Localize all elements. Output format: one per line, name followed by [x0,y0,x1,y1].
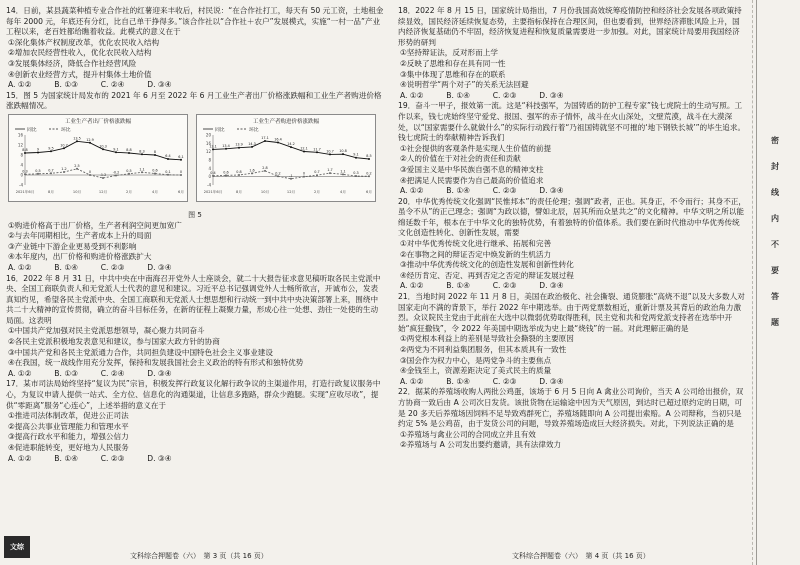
x-tick-label: 2021年6月 [203,189,223,194]
x-tick-label: 8月 [48,189,54,194]
x-tick-label: 4月 [152,189,158,194]
footer-right-page: 文科综合押题卷（六） 第 4 页（共 16 页） [512,552,650,560]
data-label: 6.4 [165,153,171,158]
chart-title: 工业生产者出厂价格涨跌幅 [64,118,132,125]
question-15-stem: 15．图 5 为国家统计局发布的 2021 年 6 月至 2022 年 6 月工业生产者出厂价格涨跌幅和工业生产者购进价格涨跌幅情况。 [6,90,382,111]
data-label: 2.8 [262,165,268,170]
data-label: 13.5 [73,136,81,141]
question-16-option: ③中国共产党和各民主党派通力合作，共同担负建设中国特色社会主义事业建设 [8,347,273,357]
binding-dashed-line [752,0,754,565]
y-tick-label: -4 [19,182,23,188]
question-15-option: ③产业链中下游企业更易受到不利影响 [8,241,137,251]
data-label: 0 [88,169,92,174]
left-page-column [6,6,384,464]
question-19-option: ③爱国主义是中华民族自强不息的精神支柱 [400,164,544,174]
data-label: 0.6 [152,168,158,173]
data-label: 14.3 [248,141,256,146]
question-14-option: ①深化集体产权制度改革，优化农民收入结构 [8,37,160,47]
question-18-option: ①坚持辩证法，反对形而上学 [400,48,498,58]
data-label: 10.8 [339,149,347,154]
data-label: -1 [289,173,293,178]
y-tick-label: -4 [207,182,211,188]
data-point [167,158,169,160]
data-point [63,147,65,149]
data-label: 2.5 [74,163,80,168]
data-label: 9.1 [113,147,119,152]
data-point [102,148,104,150]
data-label: 1.1 [139,167,145,172]
data-point [238,174,240,176]
legend-label: 同比 [27,127,37,133]
data-label: 8.8 [22,147,28,152]
data-label: 1.6 [249,168,255,173]
y-tick-label: 4 [208,165,211,171]
x-tick-label: 10月 [260,189,270,194]
data-point [76,168,78,170]
data-point [225,148,227,150]
seal-line-notice [762,128,788,336]
chart-ex-factory-price [8,114,188,202]
data-label: 10.3 [99,144,107,149]
data-point [238,147,240,149]
data-point [89,142,91,144]
question-15-option: ④本年度内，出厂价格和购进价格涨跌扩大 [8,252,152,262]
data-point [63,171,65,173]
data-label: 0.8 [236,169,242,174]
data-point [303,150,305,152]
chart-purchase-price [196,114,376,202]
question-17-option: ③提高行政水平和能力，增强公信力 [8,432,129,442]
question-14-answers: A. ①② B. ①③ C. ②④ D. ③④ [8,80,172,90]
data-point [128,152,130,154]
data-point [290,178,292,180]
data-label: 8.3 [139,149,145,154]
data-point [303,176,305,178]
question-15-option: ①购进价格高于出厂价格，生产者利润空间更加宽广 [8,220,182,230]
y-tick-label: 20 [205,132,211,138]
question-16-stem: 16．2022 年 8 月 31 日，中共中央在中南海召开党外人士座谈会，就二十大报告征求意见稿听取各民主党派中央、全国工商联负责人和无党派人士代表的意见和建议。习近平总书记强调党外人士畅所欲言，开诚布公，发表真知灼见，希望各民主党派中央、全国工商联和无党派人士想思想和行动统一到中共中央决策部署上来，围绕中共二十大精神的宣传贯彻，确立的奋斗目标任务，在新的征程上凝聚力量，形成心往一处想、劲往一处使的生动局面。这表明 [6,273,381,325]
data-point [225,174,227,176]
data-point [141,171,143,173]
data-label: 13.1 [209,144,217,149]
data-label: 0.5 [35,168,41,173]
data-point [128,173,130,175]
data-point [290,146,292,148]
question-16-option: ①中国共产党加强对民主党派思想领导，凝心聚力共同奋斗 [8,326,205,336]
seal-char: 线 [771,188,779,197]
data-label: 0 [302,171,306,176]
question-17-option: ②提高公共事业管理能力和管理水平 [8,421,129,431]
data-point [115,151,117,153]
y-tick-label: 16 [17,132,23,138]
question-17-stem: 17．某市司法局始终坚持“复议为民”宗旨，积极发挥行政复议化解行政争议的主渠道作用，打造行政复议服务中心，为复议申请人提供一站式、全方位、信息化的沟通渠道，让信息多跑路，群众少跑腿。实现“应收尽收”，提供“零距离”服务“心连心”，上述举措的意义在于 [6,379,381,410]
question-21-option: ④金钱至上，资源差距决定了美式民主的质量 [400,366,552,376]
data-point [342,153,344,155]
question-22-option: ①养殖场与禽业公司的合同成立并且有效 [400,429,536,439]
question-18-answers: A. ①② B. ①④ C. ②③ D. ③④ [400,90,564,100]
data-label: 0.3 [22,169,28,174]
seal-char: 封 [771,162,779,171]
x-tick-label: 12月 [286,189,296,194]
question-17-answers: A. ①② B. ①④ C. ②③ D. ③④ [8,453,172,463]
y-tick-label: 12 [17,142,23,148]
data-point [24,173,26,175]
data-point [316,151,318,153]
data-label: 8.8 [126,147,132,152]
data-label: 11.7 [313,147,321,152]
seal-char: 答 [771,292,779,301]
figure-5 [6,114,384,210]
question-18-option: ②反映了思维和存在具有同一性 [400,58,506,68]
data-point [264,170,266,172]
data-label: 6.1 [178,154,184,159]
data-point [251,172,253,174]
data-point [277,141,279,143]
data-label: 10.7 [60,143,68,148]
question-22-option: ②养殖场与 A 公司发出要约邀请，具有法律效力 [400,440,562,450]
y-tick-label: 8 [20,152,23,158]
data-point [355,157,357,159]
data-label: 0.2 [275,171,281,176]
data-label: 8 [153,149,157,154]
question-18-option: ④说明哲学“两个对子”的关系无法回避 [400,80,529,90]
footer-left-page: 文科综合押题卷（六） 第 3 页（共 16 页） [130,552,268,560]
data-point [342,173,344,175]
legend-label: 环比 [61,127,71,133]
x-tick-label: 4月 [340,189,346,194]
subject-tag: 文综 [4,536,30,558]
data-label: 17.1 [261,135,269,140]
data-point [167,174,169,176]
question-20-option: ④经历肯定、否定、再到否定之否定的辩证发展过程 [400,270,574,280]
question-21-answers: A. ①② B. ①④ C. ②③ D. ③④ [400,376,564,386]
data-label: 0.3 [353,170,359,175]
data-label: 0.6 [223,170,229,175]
right-page-column [398,6,746,451]
question-19-option: ①社会提供的客观条件是实现人生价值的前提 [400,143,552,153]
data-label: 0.7 [48,168,54,173]
data-label: 12.1 [300,146,308,151]
data-label: 12.9 [86,137,94,142]
data-label: 0.2 [366,171,372,176]
question-20-answers: A. ①② B. ①④ C. ②③ D. ③④ [400,281,564,291]
question-16-answers: A. ①② B. ①③ C. ②④ D. ③④ [8,368,172,378]
seal-char: 不 [771,240,779,249]
data-point [50,150,52,152]
question-15-answers: A. ①② B. ①④ C. ②③ D. ③④ [8,262,172,272]
question-20-option: ②在事物之间的辩证否定中焕发新的生机活力 [400,249,552,259]
question-14-stem: 14．日前，某县蔬菜种植专业合作社的红薯迎来丰收后，村民说：“在合作社打工，每天有 50 元工资，土地租金每年 2000 元，年底还有分红，比自己单干挣得多。”该合作社以“合作社＋农户”发展模式，实施“一村一品”产业工程以来，老百姓都给瞧着收益。此模式的意义在于 [6,6,384,37]
data-point [89,174,91,176]
data-point [24,152,26,154]
y-tick-label: 4 [20,162,23,168]
data-point [212,148,214,150]
data-point [355,175,357,177]
data-label: 9 [36,147,40,152]
data-point [368,158,370,160]
data-point [50,172,52,174]
data-point [154,172,156,174]
data-label: 1.1 [340,169,346,174]
data-label: 13.9 [235,142,243,147]
data-point [329,153,331,155]
data-point [37,173,39,175]
seal-char: 题 [771,318,779,327]
data-label: 0.5 [126,168,132,173]
data-point [368,175,370,177]
data-label: -1.2 [99,172,107,177]
question-21-option: ②两党为不同利益集团服务，但其本质具有一致性 [400,345,567,354]
legend-label: 同比 [215,127,225,133]
x-tick-label: 12月 [98,189,108,194]
y-tick-label: 0 [208,174,211,180]
data-point [154,154,156,156]
binding-margin-line [756,0,757,565]
question-21-option: ③国会作为权力中心，是两党争斗的主要焦点 [400,355,552,365]
data-point [180,174,182,176]
x-tick-label: 6月 [178,189,184,194]
data-point [115,174,117,176]
data-point [141,153,143,155]
question-19-stem: 19．奋斗一甲子，报效第一流。这是“科技强军，为国铸盾的防护工程专家”钱七虎院士的生动写照。工作以来，钱七虎始终坚守爱党、报国、强军的赤子情怀，战斗在火山深处，文壁荒漠，战斗在大漠深处，以“国家需要什么就做什么”的实际行动践行着“乃祖国铸就坚不可摧的‘地下钢铁长城’”的毕生追求。钱七虎院士的奉献精神告诉我们 [398,101,746,143]
x-tick-label: 8月 [236,189,242,194]
data-label: 0.1 [165,169,171,174]
data-label: -0.2 [112,170,120,175]
data-point [212,175,214,177]
data-label: 1.2 [61,166,67,171]
question-18-stem: 18．2022 年 8 月 15 日，国家统计局指出，7 月份我国高效统筹疫情防控和经济社会发展各项政策持续显效，国民经济延续恢复态势，主要指标保持在合理区间，但也要看到，世界经济滞胀风险上升，国内经济恢复基础仍不牢固，经济恢复进程和恢复质量需要进一步加强。对此，国家统计局要用我国经济形势的研判 [398,6,742,47]
data-label: 16.4 [274,137,282,142]
data-label: 10.7 [326,149,334,154]
data-point [76,140,78,142]
question-19-option: ②人的价值在于对社会的责任和贡献 [400,154,521,164]
figure-5-caption: 图 5 [188,210,202,219]
x-tick-label: 2021年6月 [15,189,35,194]
legend-label: 环比 [249,127,259,133]
question-15-option: ②与去年同期相比，生产者成本上升的局面 [8,231,152,241]
y-tick-label: 0 [20,172,23,178]
question-21-stem: 21．当地时间 2022 年 11 月 8 日，美国在政治极化、社会撕裂、通货膨胀“高烧不退”以及大多数人对国家走向不满的背景下，举行 2022 年中期选举。由于两党票数相近，重新计票及其背后的政治角力激烈。众议院民主党由于此前在大选中以微弱优势取得胜利，民主党和共和党两党派支持者在选举中开始“疯狂撒钱”，令 2022 年美国中期选举成为史上最“烧钱”的一届。对此理解正确的是 [398,292,745,333]
data-point [316,174,318,176]
data-label: 14.2 [287,142,295,147]
data-point [37,151,39,153]
data-label: 0 [179,169,183,174]
data-point [329,172,331,174]
y-tick-label: 16 [205,140,211,146]
data-point [277,175,279,177]
x-tick-label: 2月 [126,189,132,194]
question-14-option: ②增加农民经营性收入，优化农民收入结构 [8,48,152,58]
question-21-option: ①两党根本利益上的差别是导致社会撕裂的主要原因 [400,334,574,344]
question-14-option: ③发展集体经济，降低合作社经营风险 [8,58,137,68]
data-point [251,146,253,148]
data-point [264,140,266,142]
data-point [180,159,182,161]
question-18-option: ③集中体现了思维和存在的联系 [400,69,506,79]
question-20-stem: 20．中华优秀传统文化强调“民惟邦本”的责任伦理；强调“政者，正也。其身正，不令而行；其身不正，虽令不从”的正己理念；强调“为政以德，譬如北辰，居其所而众星共之”的文化精神。中华文明之所以能绵延数千年，根本在于中华文化的独特优势，有着独特的价值体系。我们要在新时代推动中华优秀传统文化创造性转化、创新性发展，需要 [398,196,746,238]
data-label: 8.5 [366,153,372,158]
question-14-option: ④创新农业经营方式，提升村集体土地价值 [8,69,152,79]
seal-char: 密 [771,136,779,145]
question-20-option: ③推动中华优秀传统文化的创造性发展和创新性转化 [400,260,574,270]
x-tick-label: 2月 [314,189,320,194]
x-tick-label: 6月 [366,189,372,194]
question-20-option: ①对中华优秀传统文化进行继承、拓展和完善 [400,239,552,249]
chart-title: 工业生产者购进价格涨跌幅 [252,118,320,125]
data-label: 0.7 [314,170,320,175]
question-22-stem: 22．据某的养殖场收购人两批公鸡蛋，该场于 6 月 5 日向 A 禽业公司询价，当天 A 公司给出报价，双方协商一致后由 A 公司次日发货。该批货物在运输途中因为天气原因，到达时已超过原约定的日期，可是 20 多天后养殖场因饲料不足导致鸡群死亡，养殖场随即向 A 公司提出索赔。A 公司辩称，当初只是约定 5% 是公鸡苗，由于发货公司的问题，导致养殖场造成巨大经济损失。对此，下列说法正确的是 [398,387,744,429]
data-label: 13.4 [222,143,230,148]
data-label: 9.5 [48,146,54,151]
question-16-option: ②各民主党派积极地发表意见和建议，参与国家大政方针的协商 [8,337,220,347]
seal-char: 内 [771,214,779,223]
x-tick-label: 10月 [72,189,82,194]
seal-char: 要 [771,266,779,275]
question-19-answers: A. ①② B. ①④ C. ②③ D. ③④ [400,186,564,196]
question-17-option: ①推进司法体制改革，促进公正司法 [8,411,129,421]
question-19-option: ④把满足人民需要作为自己最高的价值追求 [400,175,544,185]
data-point [102,177,104,179]
question-17-option: ④促进职能转变，更好地为人民服务 [8,443,129,452]
question-16-option: ④在我国，统一战线作用充分发挥，保持和发展我国社会主义政治的特有形式和独特优势 [8,358,304,368]
y-tick-label: 12 [205,149,211,155]
data-label: 9.1 [353,152,359,157]
y-tick-label: 8 [208,157,211,163]
data-label: 1.7 [327,168,333,173]
data-label: 0.4 [210,170,216,175]
